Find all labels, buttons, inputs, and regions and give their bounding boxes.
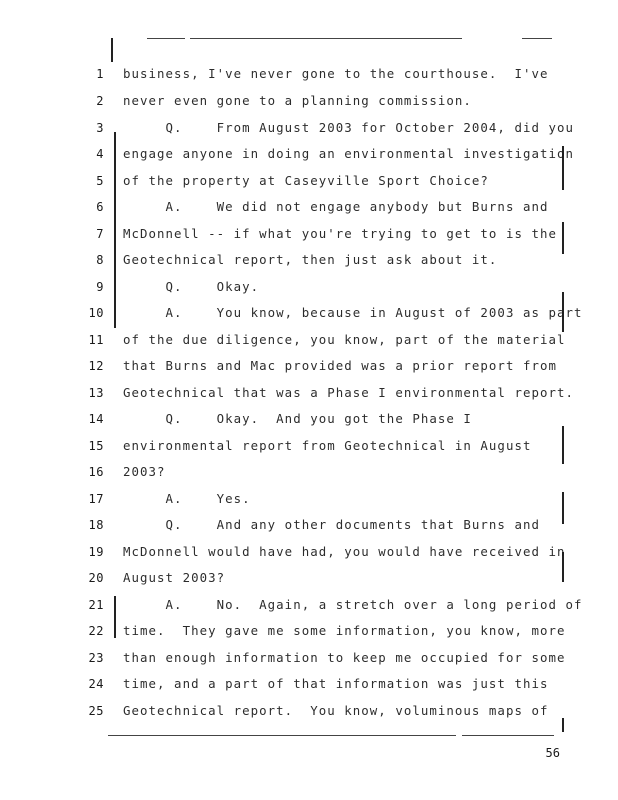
line-text: environmental report from Geotechnical in August — [123, 438, 532, 453]
line-text: McDonnell -- if what you're trying to get to is the — [123, 226, 557, 241]
line-number: 3 — [96, 121, 104, 135]
line-text: that Burns and Mac provided was a prior report from — [123, 358, 557, 373]
line-number: 12 — [88, 359, 104, 373]
line-text: of the property at Caseyville Sport Choice? — [123, 173, 489, 188]
line-text: engage anyone in doing an environmental investigation — [123, 146, 575, 161]
line-text: A. No. Again, a stretch over a long period of — [123, 597, 583, 612]
line-text: August 2003? — [123, 570, 226, 585]
top-rule-main — [190, 38, 462, 39]
line-text: A. We did not engage anybody but Burns and — [123, 199, 549, 214]
line-number: 25 — [88, 704, 104, 718]
bottom-rule-main — [108, 735, 456, 736]
line-number: 18 — [88, 518, 104, 532]
line-text: A. Yes. — [123, 491, 251, 506]
line-text: Q. Okay. And you got the Phase I — [123, 411, 472, 426]
line-number: 11 — [88, 333, 104, 347]
line-text: A. You know, because in August of 2003 as part — [123, 305, 583, 320]
line-number: 16 — [88, 465, 104, 479]
line-number: 21 — [88, 598, 104, 612]
right-margin-bar-7 — [562, 718, 564, 732]
line-number: 6 — [96, 200, 104, 214]
line-text: Q. From August 2003 for October 2004, did you — [123, 120, 575, 135]
right-margin-bar-4 — [562, 426, 564, 464]
line-text: McDonnell would have had, you would have received in — [123, 544, 566, 559]
line-number: 9 — [96, 280, 104, 294]
line-number: 23 — [88, 651, 104, 665]
line-number: 2 — [96, 94, 104, 108]
bottom-rule-right — [462, 735, 554, 736]
line-number: 1 — [96, 67, 104, 81]
top-rule-left — [147, 38, 185, 39]
right-margin-bar-5 — [562, 492, 564, 524]
line-number: 4 — [96, 147, 104, 161]
line-text: never even gone to a planning commission. — [123, 93, 472, 108]
right-margin-bar-2 — [562, 222, 564, 254]
line-text: Geotechnical report. You know, voluminous maps of — [123, 703, 549, 718]
line-number: 19 — [88, 545, 104, 559]
line-number: 17 — [88, 492, 104, 506]
line-text: Q. And any other documents that Burns and — [123, 517, 540, 532]
line-number: 5 — [96, 174, 104, 188]
line-number: 14 — [88, 412, 104, 426]
line-text: than enough information to keep me occupied for some — [123, 650, 566, 665]
line-text: business, I've never gone to the courthouse. I've — [123, 66, 549, 81]
left-margin-bar-2 — [114, 596, 116, 638]
line-number: 13 — [88, 386, 104, 400]
line-number: 15 — [88, 439, 104, 453]
line-number: 10 — [88, 306, 104, 320]
top-rule-right — [522, 38, 552, 39]
line-text: time. They gave me some information, you know, more — [123, 623, 566, 638]
line-text: Geotechnical report, then just ask about it. — [123, 252, 498, 267]
left-margin-bar-1 — [114, 132, 116, 328]
page-number: 56 — [545, 746, 560, 760]
line-text: of the due diligence, you know, part of the material — [123, 332, 566, 347]
line-number: 7 — [96, 227, 104, 241]
line-number: 20 — [88, 571, 104, 585]
top-left-margin-bar — [111, 38, 113, 62]
line-text: 2003? — [123, 464, 166, 479]
line-text: Q. Okay. — [123, 279, 260, 294]
line-text: time, and a part of that information was just this — [123, 676, 549, 691]
line-text: Geotechnical that was a Phase I environmental report. — [123, 385, 575, 400]
line-number: 24 — [88, 677, 104, 691]
line-number: 22 — [88, 624, 104, 638]
line-number: 8 — [96, 253, 104, 267]
